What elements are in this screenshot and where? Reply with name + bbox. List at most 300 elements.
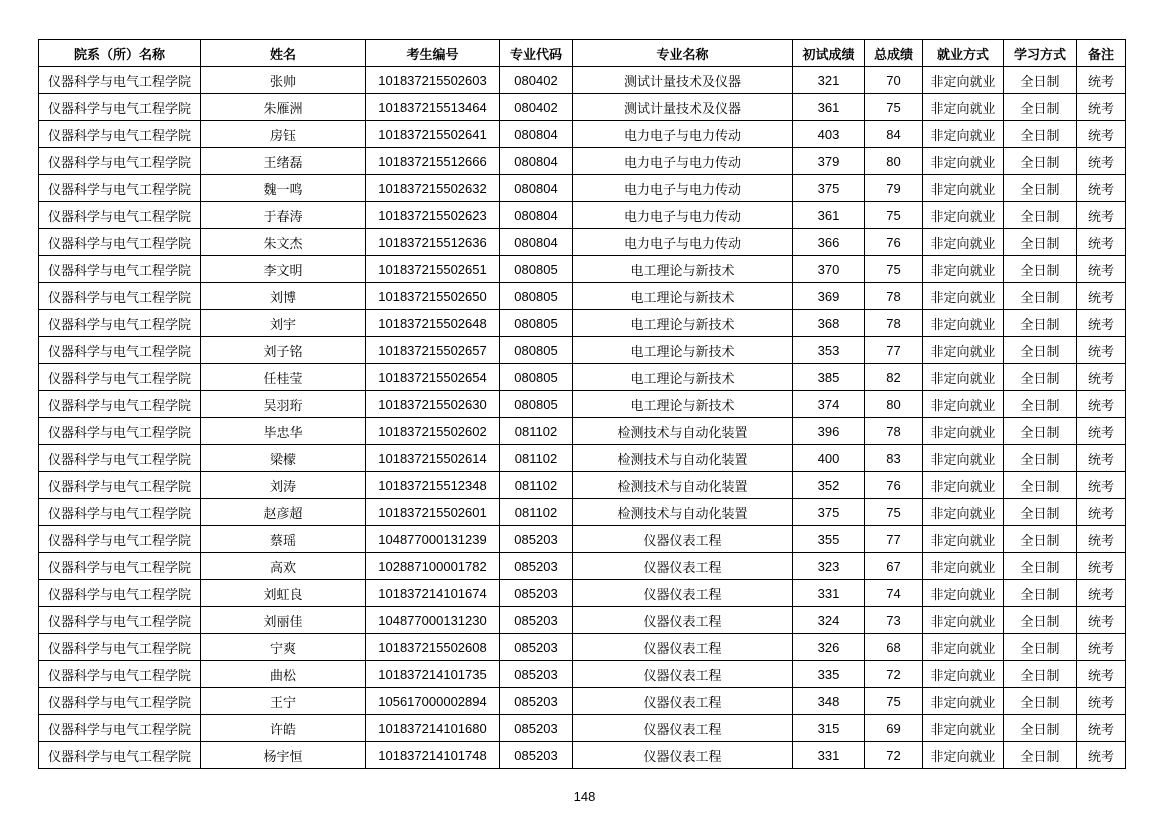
cell-major-code: 081102 bbox=[500, 445, 573, 472]
cell-initial-score: 385 bbox=[793, 364, 865, 391]
cell-department: 仪器科学与电气工程学院 bbox=[39, 661, 201, 688]
cell-candidate-id: 101837215502623 bbox=[366, 202, 500, 229]
cell-major-code: 081102 bbox=[500, 472, 573, 499]
cell-name: 房钰 bbox=[201, 121, 366, 148]
cell-study-mode: 全日制 bbox=[1004, 202, 1077, 229]
cell-candidate-id: 101837215502650 bbox=[366, 283, 500, 310]
cell-department: 仪器科学与电气工程学院 bbox=[39, 67, 201, 94]
cell-initial-score: 315 bbox=[793, 715, 865, 742]
cell-remarks: 统考 bbox=[1077, 202, 1126, 229]
cell-total-score: 79 bbox=[865, 175, 923, 202]
cell-major-name: 电力电子与电力传动 bbox=[573, 121, 793, 148]
header-study-mode: 学习方式 bbox=[1004, 40, 1077, 67]
table-row bbox=[39, 202, 1126, 229]
cell-total-score: 78 bbox=[865, 310, 923, 337]
cell-employment-type: 非定向就业 bbox=[923, 553, 1004, 580]
cell-remarks: 统考 bbox=[1077, 229, 1126, 256]
cell-study-mode: 全日制 bbox=[1004, 472, 1077, 499]
cell-major-name: 电工理论与新技术 bbox=[573, 337, 793, 364]
cell-study-mode: 全日制 bbox=[1004, 526, 1077, 553]
cell-major-code: 080804 bbox=[500, 229, 573, 256]
cell-study-mode: 全日制 bbox=[1004, 445, 1077, 472]
cell-remarks: 统考 bbox=[1077, 337, 1126, 364]
cell-candidate-id: 101837215513464 bbox=[366, 94, 500, 121]
cell-study-mode: 全日制 bbox=[1004, 337, 1077, 364]
cell-remarks: 统考 bbox=[1077, 634, 1126, 661]
cell-remarks: 统考 bbox=[1077, 526, 1126, 553]
cell-remarks: 统考 bbox=[1077, 418, 1126, 445]
cell-remarks: 统考 bbox=[1077, 364, 1126, 391]
cell-initial-score: 366 bbox=[793, 229, 865, 256]
cell-major-code: 085203 bbox=[500, 553, 573, 580]
cell-major-name: 仪器仪表工程 bbox=[573, 580, 793, 607]
table-row bbox=[39, 391, 1126, 418]
cell-total-score: 77 bbox=[865, 337, 923, 364]
cell-employment-type: 非定向就业 bbox=[923, 121, 1004, 148]
cell-major-name: 电工理论与新技术 bbox=[573, 310, 793, 337]
cell-department: 仪器科学与电气工程学院 bbox=[39, 175, 201, 202]
cell-remarks: 统考 bbox=[1077, 148, 1126, 175]
cell-name: 吴羽珩 bbox=[201, 391, 366, 418]
cell-employment-type: 非定向就业 bbox=[923, 256, 1004, 283]
cell-employment-type: 非定向就业 bbox=[923, 391, 1004, 418]
cell-remarks: 统考 bbox=[1077, 580, 1126, 607]
cell-department: 仪器科学与电气工程学院 bbox=[39, 391, 201, 418]
cell-total-score: 74 bbox=[865, 580, 923, 607]
cell-major-name: 仪器仪表工程 bbox=[573, 661, 793, 688]
cell-major-name: 电工理论与新技术 bbox=[573, 391, 793, 418]
cell-major-code: 080805 bbox=[500, 256, 573, 283]
cell-study-mode: 全日制 bbox=[1004, 391, 1077, 418]
cell-remarks: 统考 bbox=[1077, 67, 1126, 94]
cell-employment-type: 非定向就业 bbox=[923, 715, 1004, 742]
cell-major-code: 085203 bbox=[500, 580, 573, 607]
cell-initial-score: 369 bbox=[793, 283, 865, 310]
cell-major-name: 检测技术与自动化装置 bbox=[573, 445, 793, 472]
cell-employment-type: 非定向就业 bbox=[923, 364, 1004, 391]
cell-department: 仪器科学与电气工程学院 bbox=[39, 337, 201, 364]
cell-major-code: 085203 bbox=[500, 661, 573, 688]
cell-major-name: 电工理论与新技术 bbox=[573, 364, 793, 391]
cell-initial-score: 352 bbox=[793, 472, 865, 499]
cell-employment-type: 非定向就业 bbox=[923, 337, 1004, 364]
cell-employment-type: 非定向就业 bbox=[923, 499, 1004, 526]
cell-major-code: 080805 bbox=[500, 364, 573, 391]
cell-major-code: 080805 bbox=[500, 283, 573, 310]
cell-study-mode: 全日制 bbox=[1004, 94, 1077, 121]
cell-major-code: 085203 bbox=[500, 742, 573, 769]
cell-major-name: 检测技术与自动化装置 bbox=[573, 472, 793, 499]
cell-employment-type: 非定向就业 bbox=[923, 94, 1004, 121]
table-row bbox=[39, 256, 1126, 283]
cell-name: 王绪磊 bbox=[201, 148, 366, 175]
cell-candidate-id: 101837214101748 bbox=[366, 742, 500, 769]
header-candidate-id: 考生编号 bbox=[366, 40, 500, 67]
cell-major-code: 080805 bbox=[500, 391, 573, 418]
cell-total-score: 75 bbox=[865, 202, 923, 229]
cell-major-name: 仪器仪表工程 bbox=[573, 634, 793, 661]
cell-total-score: 75 bbox=[865, 94, 923, 121]
cell-name: 曲松 bbox=[201, 661, 366, 688]
cell-candidate-id: 101837215512636 bbox=[366, 229, 500, 256]
cell-major-name: 仪器仪表工程 bbox=[573, 742, 793, 769]
cell-department: 仪器科学与电气工程学院 bbox=[39, 256, 201, 283]
cell-major-name: 仪器仪表工程 bbox=[573, 553, 793, 580]
cell-total-score: 82 bbox=[865, 364, 923, 391]
cell-remarks: 统考 bbox=[1077, 661, 1126, 688]
cell-employment-type: 非定向就业 bbox=[923, 634, 1004, 661]
cell-department: 仪器科学与电气工程学院 bbox=[39, 607, 201, 634]
cell-major-name: 仪器仪表工程 bbox=[573, 715, 793, 742]
cell-remarks: 统考 bbox=[1077, 553, 1126, 580]
table-row bbox=[39, 688, 1126, 715]
cell-employment-type: 非定向就业 bbox=[923, 445, 1004, 472]
cell-candidate-id: 104877000131239 bbox=[366, 526, 500, 553]
cell-major-name: 仪器仪表工程 bbox=[573, 688, 793, 715]
header-major-name: 专业名称 bbox=[573, 40, 793, 67]
cell-name: 杨宇恒 bbox=[201, 742, 366, 769]
cell-candidate-id: 101837215502602 bbox=[366, 418, 500, 445]
cell-name: 于春涛 bbox=[201, 202, 366, 229]
cell-employment-type: 非定向就业 bbox=[923, 688, 1004, 715]
cell-major-code: 081102 bbox=[500, 499, 573, 526]
table-row bbox=[39, 526, 1126, 553]
cell-major-code: 080805 bbox=[500, 337, 573, 364]
cell-initial-score: 321 bbox=[793, 67, 865, 94]
cell-name: 刘丽佳 bbox=[201, 607, 366, 634]
cell-study-mode: 全日制 bbox=[1004, 715, 1077, 742]
cell-initial-score: 323 bbox=[793, 553, 865, 580]
cell-remarks: 统考 bbox=[1077, 499, 1126, 526]
table-row bbox=[39, 445, 1126, 472]
cell-major-code: 080804 bbox=[500, 175, 573, 202]
cell-name: 刘涛 bbox=[201, 472, 366, 499]
cell-study-mode: 全日制 bbox=[1004, 634, 1077, 661]
header-major-code: 专业代码 bbox=[500, 40, 573, 67]
cell-candidate-id: 101837215502614 bbox=[366, 445, 500, 472]
cell-remarks: 统考 bbox=[1077, 688, 1126, 715]
admission-table bbox=[38, 39, 1126, 769]
cell-department: 仪器科学与电气工程学院 bbox=[39, 310, 201, 337]
cell-study-mode: 全日制 bbox=[1004, 67, 1077, 94]
table-row bbox=[39, 580, 1126, 607]
cell-name: 刘宇 bbox=[201, 310, 366, 337]
cell-total-score: 76 bbox=[865, 472, 923, 499]
cell-employment-type: 非定向就业 bbox=[923, 283, 1004, 310]
cell-department: 仪器科学与电气工程学院 bbox=[39, 418, 201, 445]
table-row bbox=[39, 283, 1126, 310]
cell-major-name: 电力电子与电力传动 bbox=[573, 175, 793, 202]
cell-department: 仪器科学与电气工程学院 bbox=[39, 499, 201, 526]
cell-name: 梁檬 bbox=[201, 445, 366, 472]
cell-name: 王宁 bbox=[201, 688, 366, 715]
cell-name: 宁爽 bbox=[201, 634, 366, 661]
cell-name: 毕忠华 bbox=[201, 418, 366, 445]
cell-major-code: 080804 bbox=[500, 121, 573, 148]
cell-major-code: 085203 bbox=[500, 607, 573, 634]
cell-study-mode: 全日制 bbox=[1004, 229, 1077, 256]
cell-study-mode: 全日制 bbox=[1004, 283, 1077, 310]
cell-candidate-id: 101837215512666 bbox=[366, 148, 500, 175]
cell-department: 仪器科学与电气工程学院 bbox=[39, 121, 201, 148]
cell-name: 蔡瑶 bbox=[201, 526, 366, 553]
cell-major-code: 080804 bbox=[500, 202, 573, 229]
cell-candidate-id: 104877000131230 bbox=[366, 607, 500, 634]
cell-total-score: 72 bbox=[865, 742, 923, 769]
cell-department: 仪器科学与电气工程学院 bbox=[39, 364, 201, 391]
cell-candidate-id: 101837215502608 bbox=[366, 634, 500, 661]
cell-major-name: 仪器仪表工程 bbox=[573, 526, 793, 553]
table-row bbox=[39, 499, 1126, 526]
cell-department: 仪器科学与电气工程学院 bbox=[39, 472, 201, 499]
table-row bbox=[39, 742, 1126, 769]
table-header-row bbox=[39, 40, 1126, 67]
table-body bbox=[39, 67, 1126, 769]
cell-remarks: 统考 bbox=[1077, 742, 1126, 769]
cell-employment-type: 非定向就业 bbox=[923, 67, 1004, 94]
cell-major-code: 085203 bbox=[500, 526, 573, 553]
cell-major-code: 080804 bbox=[500, 148, 573, 175]
cell-study-mode: 全日制 bbox=[1004, 661, 1077, 688]
cell-remarks: 统考 bbox=[1077, 94, 1126, 121]
cell-study-mode: 全日制 bbox=[1004, 607, 1077, 634]
cell-major-name: 电力电子与电力传动 bbox=[573, 229, 793, 256]
cell-initial-score: 403 bbox=[793, 121, 865, 148]
cell-total-score: 75 bbox=[865, 256, 923, 283]
cell-candidate-id: 101837215502630 bbox=[366, 391, 500, 418]
cell-department: 仪器科学与电气工程学院 bbox=[39, 445, 201, 472]
cell-department: 仪器科学与电气工程学院 bbox=[39, 634, 201, 661]
cell-department: 仪器科学与电气工程学院 bbox=[39, 580, 201, 607]
cell-department: 仪器科学与电气工程学院 bbox=[39, 742, 201, 769]
cell-name: 许皓 bbox=[201, 715, 366, 742]
cell-major-name: 电工理论与新技术 bbox=[573, 283, 793, 310]
cell-name: 李文明 bbox=[201, 256, 366, 283]
cell-name: 任桂莹 bbox=[201, 364, 366, 391]
cell-department: 仪器科学与电气工程学院 bbox=[39, 553, 201, 580]
header-remarks: 备注 bbox=[1077, 40, 1126, 67]
cell-major-name: 检测技术与自动化装置 bbox=[573, 418, 793, 445]
cell-remarks: 统考 bbox=[1077, 175, 1126, 202]
cell-total-score: 80 bbox=[865, 391, 923, 418]
cell-employment-type: 非定向就业 bbox=[923, 148, 1004, 175]
cell-major-name: 仪器仪表工程 bbox=[573, 607, 793, 634]
cell-major-code: 081102 bbox=[500, 418, 573, 445]
cell-total-score: 67 bbox=[865, 553, 923, 580]
cell-initial-score: 396 bbox=[793, 418, 865, 445]
cell-major-name: 检测技术与自动化装置 bbox=[573, 499, 793, 526]
header-total-score: 总成绩 bbox=[865, 40, 923, 67]
cell-name: 刘子铭 bbox=[201, 337, 366, 364]
table-row bbox=[39, 148, 1126, 175]
cell-employment-type: 非定向就业 bbox=[923, 202, 1004, 229]
cell-total-score: 77 bbox=[865, 526, 923, 553]
cell-initial-score: 324 bbox=[793, 607, 865, 634]
cell-department: 仪器科学与电气工程学院 bbox=[39, 526, 201, 553]
cell-total-score: 73 bbox=[865, 607, 923, 634]
cell-total-score: 72 bbox=[865, 661, 923, 688]
cell-employment-type: 非定向就业 bbox=[923, 580, 1004, 607]
cell-name: 魏一鸣 bbox=[201, 175, 366, 202]
cell-initial-score: 335 bbox=[793, 661, 865, 688]
table-row bbox=[39, 364, 1126, 391]
cell-department: 仪器科学与电气工程学院 bbox=[39, 148, 201, 175]
cell-name: 朱文杰 bbox=[201, 229, 366, 256]
cell-department: 仪器科学与电气工程学院 bbox=[39, 94, 201, 121]
cell-initial-score: 348 bbox=[793, 688, 865, 715]
cell-employment-type: 非定向就业 bbox=[923, 742, 1004, 769]
cell-candidate-id: 102887100001782 bbox=[366, 553, 500, 580]
cell-remarks: 统考 bbox=[1077, 283, 1126, 310]
table-row bbox=[39, 229, 1126, 256]
cell-candidate-id: 101837215502651 bbox=[366, 256, 500, 283]
cell-initial-score: 379 bbox=[793, 148, 865, 175]
cell-major-code: 080402 bbox=[500, 94, 573, 121]
cell-study-mode: 全日制 bbox=[1004, 175, 1077, 202]
cell-candidate-id: 101837214101735 bbox=[366, 661, 500, 688]
cell-candidate-id: 101837215502654 bbox=[366, 364, 500, 391]
cell-employment-type: 非定向就业 bbox=[923, 526, 1004, 553]
cell-employment-type: 非定向就业 bbox=[923, 418, 1004, 445]
cell-department: 仪器科学与电气工程学院 bbox=[39, 202, 201, 229]
table-row bbox=[39, 175, 1126, 202]
cell-employment-type: 非定向就业 bbox=[923, 175, 1004, 202]
cell-employment-type: 非定向就业 bbox=[923, 661, 1004, 688]
cell-name: 刘博 bbox=[201, 283, 366, 310]
cell-study-mode: 全日制 bbox=[1004, 418, 1077, 445]
cell-name: 高欢 bbox=[201, 553, 366, 580]
cell-candidate-id: 101837215502601 bbox=[366, 499, 500, 526]
cell-study-mode: 全日制 bbox=[1004, 148, 1077, 175]
cell-remarks: 统考 bbox=[1077, 256, 1126, 283]
cell-department: 仪器科学与电气工程学院 bbox=[39, 283, 201, 310]
cell-candidate-id: 101837215512348 bbox=[366, 472, 500, 499]
table-row bbox=[39, 67, 1126, 94]
cell-candidate-id: 101837215502641 bbox=[366, 121, 500, 148]
cell-total-score: 78 bbox=[865, 283, 923, 310]
table-row bbox=[39, 634, 1126, 661]
cell-major-code: 080805 bbox=[500, 310, 573, 337]
cell-total-score: 80 bbox=[865, 148, 923, 175]
cell-initial-score: 374 bbox=[793, 391, 865, 418]
cell-employment-type: 非定向就业 bbox=[923, 229, 1004, 256]
cell-remarks: 统考 bbox=[1077, 121, 1126, 148]
cell-initial-score: 375 bbox=[793, 175, 865, 202]
cell-total-score: 75 bbox=[865, 499, 923, 526]
cell-initial-score: 361 bbox=[793, 202, 865, 229]
cell-initial-score: 375 bbox=[793, 499, 865, 526]
cell-total-score: 70 bbox=[865, 67, 923, 94]
cell-employment-type: 非定向就业 bbox=[923, 472, 1004, 499]
cell-major-name: 测试计量技术及仪器 bbox=[573, 94, 793, 121]
cell-remarks: 统考 bbox=[1077, 607, 1126, 634]
cell-initial-score: 326 bbox=[793, 634, 865, 661]
cell-major-code: 085203 bbox=[500, 688, 573, 715]
cell-department: 仪器科学与电气工程学院 bbox=[39, 715, 201, 742]
cell-study-mode: 全日制 bbox=[1004, 121, 1077, 148]
cell-name: 张帅 bbox=[201, 67, 366, 94]
table-row bbox=[39, 418, 1126, 445]
cell-name: 刘虹良 bbox=[201, 580, 366, 607]
cell-total-score: 84 bbox=[865, 121, 923, 148]
table-row bbox=[39, 337, 1126, 364]
table-row bbox=[39, 94, 1126, 121]
table-row bbox=[39, 553, 1126, 580]
table-row bbox=[39, 472, 1126, 499]
cell-initial-score: 370 bbox=[793, 256, 865, 283]
cell-total-score: 75 bbox=[865, 688, 923, 715]
cell-study-mode: 全日制 bbox=[1004, 742, 1077, 769]
cell-major-code: 085203 bbox=[500, 634, 573, 661]
cell-total-score: 69 bbox=[865, 715, 923, 742]
table-row bbox=[39, 121, 1126, 148]
cell-major-name: 电工理论与新技术 bbox=[573, 256, 793, 283]
cell-study-mode: 全日制 bbox=[1004, 256, 1077, 283]
cell-major-name: 电力电子与电力传动 bbox=[573, 202, 793, 229]
cell-remarks: 统考 bbox=[1077, 715, 1126, 742]
cell-major-code: 080402 bbox=[500, 67, 573, 94]
header-employment-type: 就业方式 bbox=[923, 40, 1004, 67]
page-number: 148 bbox=[573, 789, 596, 804]
cell-department: 仪器科学与电气工程学院 bbox=[39, 229, 201, 256]
cell-remarks: 统考 bbox=[1077, 391, 1126, 418]
cell-remarks: 统考 bbox=[1077, 472, 1126, 499]
cell-total-score: 83 bbox=[865, 445, 923, 472]
cell-major-name: 测试计量技术及仪器 bbox=[573, 67, 793, 94]
cell-initial-score: 331 bbox=[793, 742, 865, 769]
cell-initial-score: 353 bbox=[793, 337, 865, 364]
cell-study-mode: 全日制 bbox=[1004, 580, 1077, 607]
cell-initial-score: 355 bbox=[793, 526, 865, 553]
cell-department: 仪器科学与电气工程学院 bbox=[39, 688, 201, 715]
header-initial-score: 初试成绩 bbox=[793, 40, 865, 67]
cell-candidate-id: 101837214101674 bbox=[366, 580, 500, 607]
header-department: 院系（所）名称 bbox=[39, 40, 201, 67]
table-row bbox=[39, 607, 1126, 634]
cell-study-mode: 全日制 bbox=[1004, 553, 1077, 580]
table-row bbox=[39, 715, 1126, 742]
cell-candidate-id: 101837215502603 bbox=[366, 67, 500, 94]
cell-name: 朱雁洲 bbox=[201, 94, 366, 121]
cell-candidate-id: 101837215502648 bbox=[366, 310, 500, 337]
cell-candidate-id: 101837214101680 bbox=[366, 715, 500, 742]
cell-employment-type: 非定向就业 bbox=[923, 310, 1004, 337]
cell-candidate-id: 101837215502657 bbox=[366, 337, 500, 364]
cell-total-score: 78 bbox=[865, 418, 923, 445]
cell-candidate-id: 105617000002894 bbox=[366, 688, 500, 715]
header-name: 姓名 bbox=[201, 40, 366, 67]
cell-name: 赵彦超 bbox=[201, 499, 366, 526]
table-row bbox=[39, 310, 1126, 337]
cell-total-score: 76 bbox=[865, 229, 923, 256]
cell-total-score: 68 bbox=[865, 634, 923, 661]
cell-initial-score: 331 bbox=[793, 580, 865, 607]
cell-employment-type: 非定向就业 bbox=[923, 607, 1004, 634]
cell-initial-score: 361 bbox=[793, 94, 865, 121]
cell-study-mode: 全日制 bbox=[1004, 499, 1077, 526]
table-row bbox=[39, 661, 1126, 688]
cell-remarks: 统考 bbox=[1077, 445, 1126, 472]
cell-study-mode: 全日制 bbox=[1004, 310, 1077, 337]
cell-study-mode: 全日制 bbox=[1004, 688, 1077, 715]
cell-major-code: 085203 bbox=[500, 715, 573, 742]
cell-candidate-id: 101837215502632 bbox=[366, 175, 500, 202]
cell-study-mode: 全日制 bbox=[1004, 364, 1077, 391]
cell-remarks: 统考 bbox=[1077, 310, 1126, 337]
cell-major-name: 电力电子与电力传动 bbox=[573, 148, 793, 175]
cell-initial-score: 368 bbox=[793, 310, 865, 337]
cell-initial-score: 400 bbox=[793, 445, 865, 472]
